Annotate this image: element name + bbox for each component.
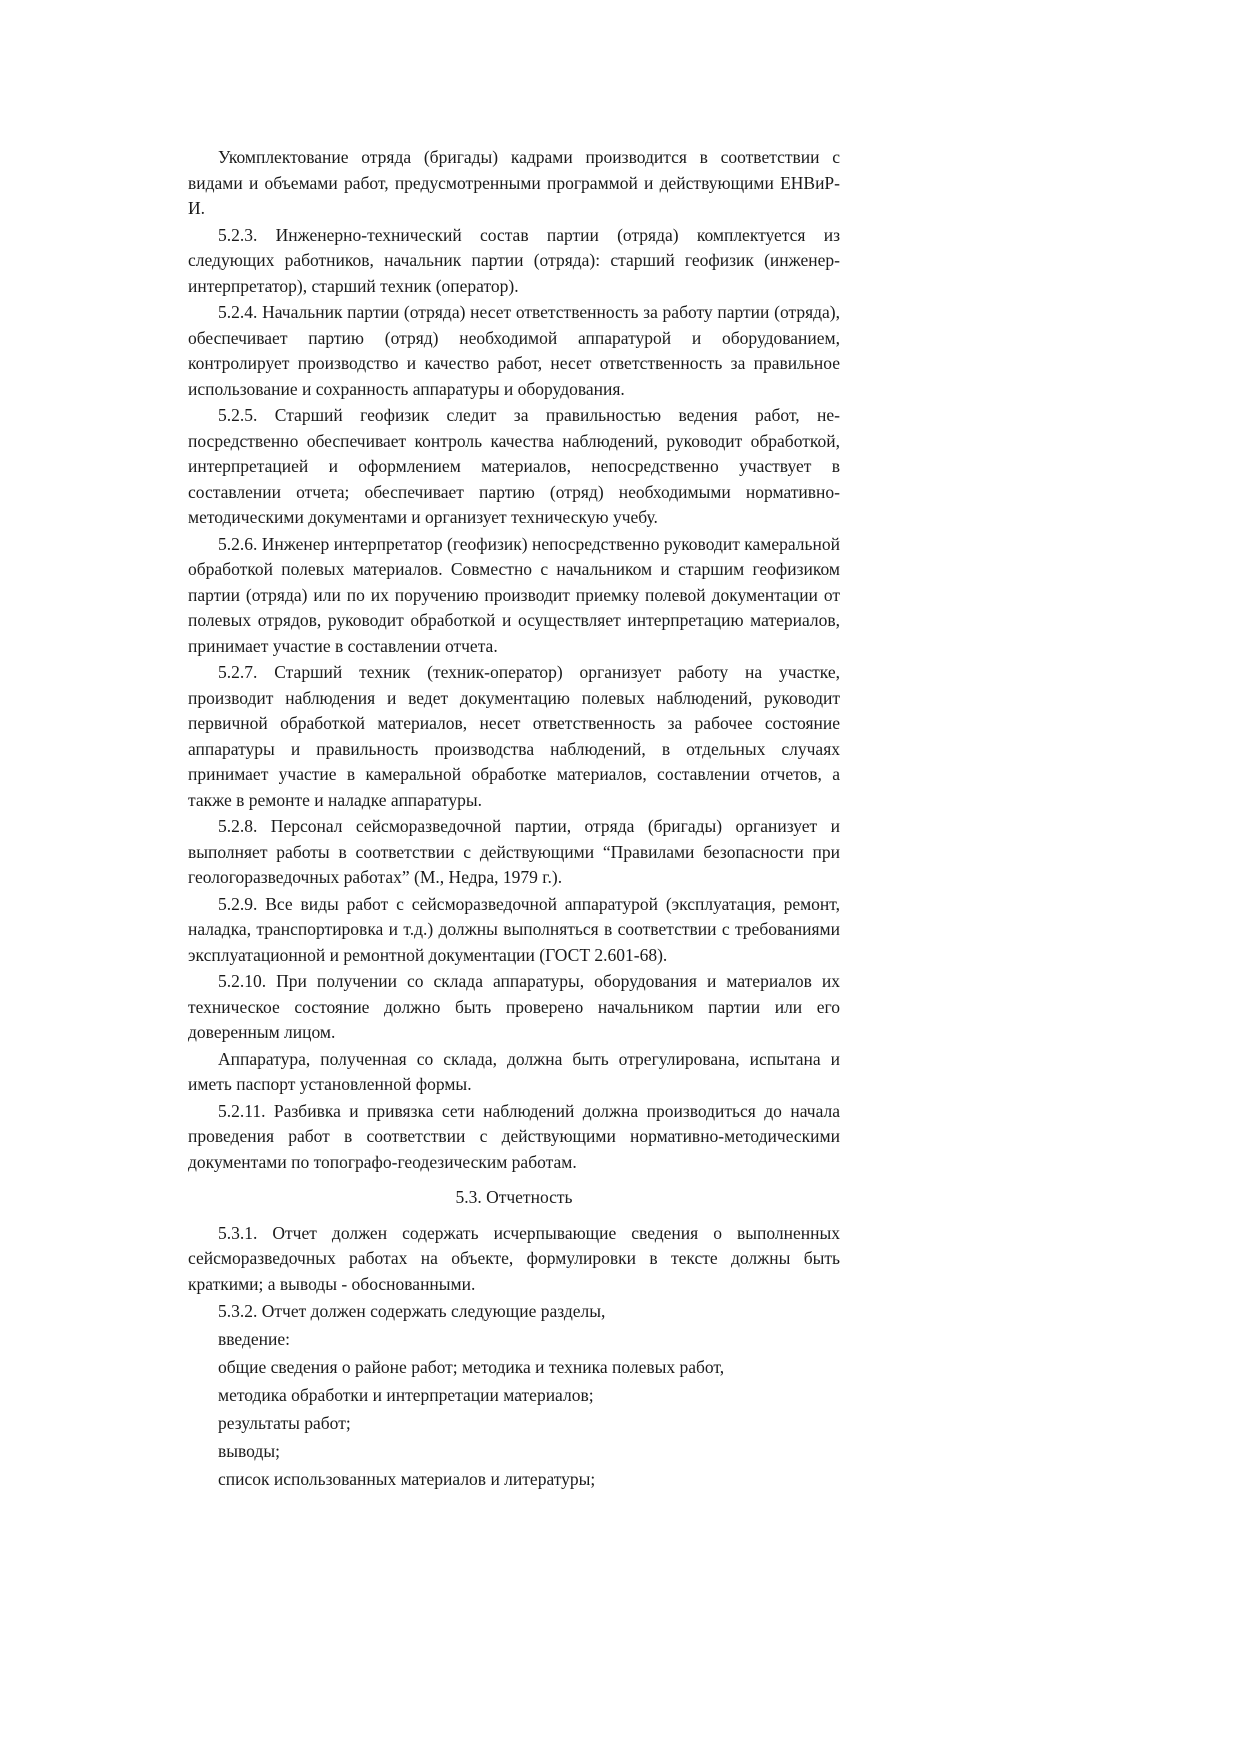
section-title-reporting: 5.3. Отчетность bbox=[455, 1187, 573, 1207]
list-line-5-3-2: 5.3.2. Отчет должен содержать следующие разделы, bbox=[218, 1301, 606, 1321]
paragraph-5-2-6: 5.2.6. Инженер интерпретатор (геофизик) непосредственно руководит камеральной обработкой полевых материалов. Совместно с начальником и старшим геофизиком партии (отряда) или по их поручению производит приемку полевой документации от полевых отрядов, руководит обработкой и осуществляет интерпретацию материалов, принимает участие в составлении отчета. bbox=[188, 533, 840, 656]
paragraph-5-2-8: 5.2.8. Персонал сейсморазведочной партии, отряда (бригады) организует и выполняет работы в соответствии с действующими “Правилами безопасности при геологоразведочных работах” (М., Недра, 1979 г.). bbox=[188, 816, 840, 887]
paragraph-equipment: Аппаратура, полученная со склада, должна быть отрегулирована, испытана и иметь паспорт установленной формы. bbox=[188, 1048, 840, 1094]
list-line-processing: методика обработки и интерпретации материалов; bbox=[218, 1385, 594, 1405]
list-line-conclusions: выводы; bbox=[218, 1441, 280, 1461]
list-line-general-info: общие сведения о районе работ; методика и техника полевых работ, bbox=[218, 1357, 725, 1377]
paragraph-staffing: Укомплектование отряда (бригады) кадрами производится в соответствии с видами и объемами работ, предусмотренными программой и действующими ЕНВиР-И. bbox=[188, 147, 840, 218]
document-page bbox=[188, 145, 840, 1494]
paragraph-5-2-10: 5.2.10. При получении со склада аппаратуры, оборудования и материалов их техническое состояние должно быть проверено начальником партии или его доверенным лицом. bbox=[188, 971, 840, 1042]
list-line-references: список использованных материалов и литературы; bbox=[218, 1469, 596, 1489]
list-line-results: результаты работ; bbox=[218, 1413, 351, 1433]
paragraph-5-2-5: 5.2.5. Старший геофизик следит за правильностью ведения работ, непосредственно обеспечивает контроль качества наблюдений, руководит обработкой, интерпретацией и оформлением материалов, непосредственно участвует в составлении отчета; обеспечивает партию (отряд) необходимыми нормативно-методическими документами и организует техническую учебу. bbox=[188, 405, 840, 527]
paragraph-5-2-3: 5.2.3. Инженерно-технический состав партии (отряда) комплектуется из следующих работников, начальник партии (отряда): старший геофизик (инженер-интерпретатор), старший техник (оператор). bbox=[188, 224, 840, 296]
paragraph-5-2-9: 5.2.9. Все виды работ с сейсморазведочной аппаратурой (эксплуатация, ремонт, наладка, транспортировка и т.д.) должны выполняться в соответствии с требованиями эксплуатационной и ремонтной документации (ГОСТ 2.601-68). bbox=[188, 893, 840, 965]
paragraph-5-2-4: 5.2.4. Начальник партии (отряда) несет ответственность за работу партии (отряда), обеспечивает партию (отряд) необходимой аппаратурой и оборудованием, контролирует производство и качество работ, несет ответственность за правильное использование и сохранность аппаратуры и оборудования. bbox=[188, 302, 840, 399]
paragraph-5-2-11: 5.2.11. Разбивка и привязка сети наблюдений должна производиться до начала проведения работ в соответствии с действующими нормативно-методическими документами по топографо-геодезическим работам. bbox=[188, 1100, 840, 1172]
paragraph-5-2-7: 5.2.7. Старший техник (техник-оператор) организует работу на участке, производит наблюдения и ведет документацию полевых наблюдений, руководит первичной обработкой материалов, несет ответственность за рабочее состояние аппаратуры и правильность производства наблюдений, в отдельных случаях принимает участие в камеральной обработке материалов, составлении отчетов, а также в ремонте и наладке аппаратуры. bbox=[188, 662, 840, 810]
list-line-introduction: введение: bbox=[218, 1329, 290, 1349]
paragraph-5-3-1: 5.3.1. Отчет должен содержать исчерпывающие сведения о выполненных сейсморазведочных работах на объекте, формулировки в тексте должны быть краткими; а выводы - обоснованными. bbox=[188, 1222, 840, 1294]
